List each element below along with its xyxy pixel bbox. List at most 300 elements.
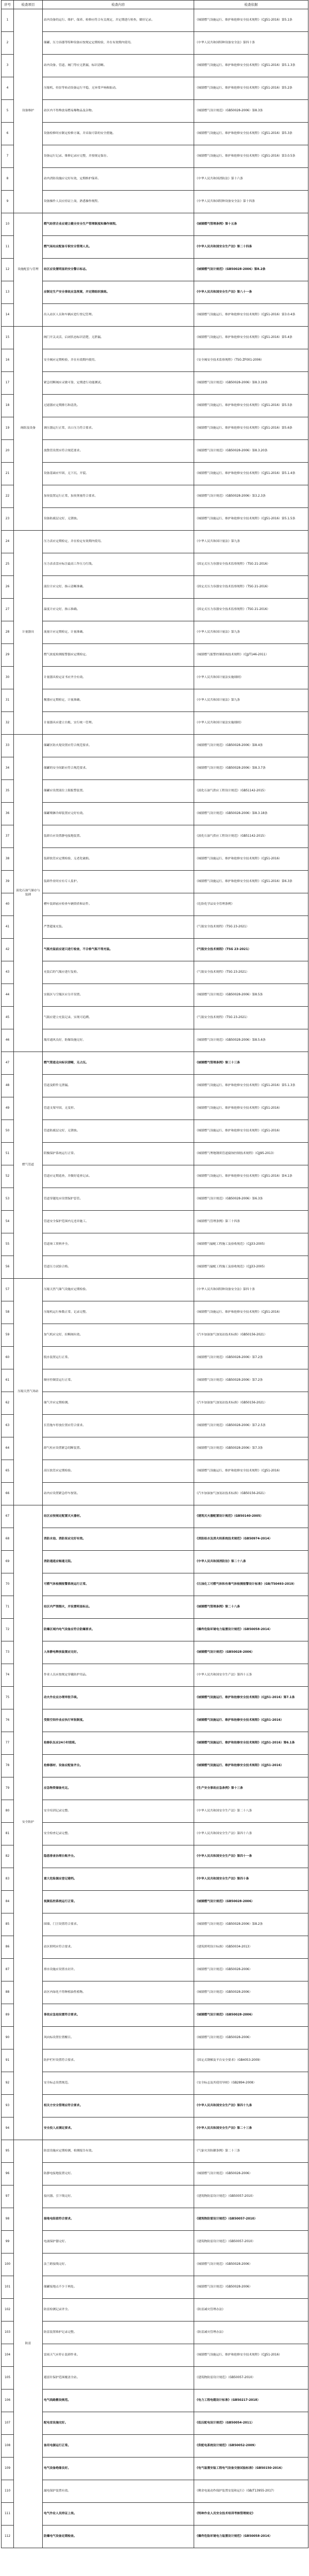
inspection-content: 设备操作人员应持证上岗，熟悉操作规程。 xyxy=(43,191,194,213)
inspection-content: 应急物资储备充足。 xyxy=(43,1777,194,1800)
inspection-basis: 《城镇燃气设计规范》（GB50028-2006）第8.2条 xyxy=(194,259,308,281)
inspection-content: 安全检查记录完整。 xyxy=(43,1823,194,1845)
row-number: 63 xyxy=(2,1415,14,1437)
inspection-basis: 《固定式钢梯及平台安全要求》（GB4053-2009） xyxy=(194,2049,308,2072)
inspection-basis: 《城镇燃气设计规范》（GB50028-2006）第8.5条 xyxy=(194,984,308,1007)
inspection-basis: 《城镇燃气管理条例》第三十三条 xyxy=(194,1052,308,1075)
row-number: 47 xyxy=(2,1052,14,1075)
row-number: 51 xyxy=(2,1143,14,1165)
inspection-content: 燃气管道走向标识清晰，无占压。 xyxy=(43,1052,194,1075)
table-row xyxy=(2,689,308,712)
inspection-basis: 《城镇燃气埋地钢质管道腐蚀控制技术规程》（CJJ95-2013） xyxy=(194,1143,308,1165)
inspection-basis: 《城镇燃气设施运行、维护和抢修安全技术规程》（CJJ51-2016） xyxy=(194,1755,308,1777)
inspection-content: 加臭装置运行正常，加臭剂量符合要求。 xyxy=(43,485,194,508)
inspection-basis: 《建筑物防雷设计规范》（GB50057-2010） xyxy=(194,2208,308,2231)
row-number: 24 xyxy=(2,531,14,553)
inspection-content: 安全标志设置规范。 xyxy=(43,2072,194,2095)
category-cell: 设施配套与管理 xyxy=(14,213,43,327)
row-number: 43 xyxy=(2,961,14,984)
inspection-basis: 《城镇燃气设施运行、维护和抢修安全技术规程》（CJJ51-2016） xyxy=(194,1709,308,1732)
table-row xyxy=(2,145,308,168)
inspection-basis: 《气瓶安全技术规程》（TSG 23-2021） xyxy=(194,1007,308,1029)
inspection-basis: 《石油化工可燃气体和有毒气体检测报警设计标准》（GB/T50493-2019） xyxy=(194,1573,308,1596)
table-row xyxy=(2,440,308,463)
inspection-content: 站区应按规定配置灭火器材。 xyxy=(43,1505,194,1528)
row-number: 16 xyxy=(2,349,14,372)
table-row xyxy=(2,1347,308,1369)
table-row xyxy=(2,2185,308,2208)
inspection-basis: 《中华人民共和国特种设备安全法》第四十条 xyxy=(194,32,308,55)
row-number: 76 xyxy=(2,1709,14,1732)
inspection-basis: 《城镇燃气设计规范》（GB50028-2006）第8.3.7条 xyxy=(194,757,308,780)
header-category: 检查项目 xyxy=(14,1,43,9)
inspection-basis: 《城镇燃气设计规范》（GB50028-2006） xyxy=(194,2163,308,2185)
row-number: 73 xyxy=(2,1641,14,1664)
table-row xyxy=(2,327,308,349)
row-number: 83 xyxy=(2,1868,14,1891)
inspection-basis: 《城镇燃气设施运行、维护和抢修安全技术规程》（CJJ51-2016）第5.1.3条 xyxy=(194,1075,308,1097)
row-number: 107 xyxy=(2,2412,14,2435)
inspection-basis: 《城镇燃气设计规范》（GB50028-2006） xyxy=(194,2027,308,2049)
row-number: 58 xyxy=(2,1301,14,1324)
table-row xyxy=(2,123,308,145)
table-row xyxy=(2,2095,308,2117)
row-number: 56 xyxy=(2,1256,14,1279)
table-row xyxy=(2,1551,308,1573)
inspection-content: 人体静电释放装置应完好。 xyxy=(43,1641,194,1664)
inspection-content: 阴极保护系统运行正常。 xyxy=(43,1143,194,1165)
row-number: 33 xyxy=(2,735,14,757)
inspection-basis: 《中华人民共和国安全生产法》第四十一条 xyxy=(194,1845,308,1868)
row-number: 87 xyxy=(2,1959,14,1981)
table-row xyxy=(2,168,308,191)
inspection-basis: 《城镇燃气管理条例》第二十八条 xyxy=(194,1596,308,1619)
row-number: 98 xyxy=(2,2208,14,2231)
inspection-basis: 《城镇燃气设计规范》（GB50028-2006）第8.3.18条 xyxy=(194,803,308,825)
inspection-content: 事故应急池设置符合要求。 xyxy=(43,2004,194,2027)
table-row xyxy=(2,621,308,644)
inspection-basis: 《汽车加油加气加氢站技术标准》（GB50156-2021） xyxy=(194,1392,308,1415)
inspection-content: 配电室设施完好。 xyxy=(43,2412,194,2435)
row-number: 81 xyxy=(2,1823,14,1845)
category-cell: 阀组及设备 xyxy=(14,327,43,531)
inspection-basis: 《爆炸危险环境电力装置设计规范》（GB50058-2014） xyxy=(194,2526,308,2548)
table-row xyxy=(2,1483,308,1505)
inspection-basis: 《城镇燃气设施运行、维护和抢修安全技术规程》（CJJ51-2016） xyxy=(194,1460,308,1483)
inspection-content: 衡器应定期检定，计量准确。 xyxy=(43,689,194,712)
table-row xyxy=(2,349,308,372)
inspection-basis: 《城镇燃气设施运行、维护和抢修安全技术规程》（CJJ51-2016） xyxy=(194,1097,308,1120)
inspection-basis: 《汽车加油加气加氢站技术标准》（GB50156-2021） xyxy=(194,1483,308,1505)
inspection-basis: 《气瓶安全技术规程》（TSG 23-2021） xyxy=(194,916,308,939)
category-cell: 计量器具 xyxy=(14,531,43,735)
inspection-content: 压缩机运行参数正常，记录完整。 xyxy=(43,1301,194,1324)
category-cell: 安全防护 xyxy=(14,1505,43,2140)
table-row xyxy=(2,2231,308,2253)
table-row xyxy=(2,1732,308,1755)
inspection-basis: 《城镇燃气输配工程施工及验收规范》（CJJ33-2005） xyxy=(194,1233,308,1256)
table-row xyxy=(2,961,308,984)
row-number: 105 xyxy=(2,2367,14,2389)
inspection-basis: 《城镇燃气设施运行、维护和抢修安全技术规程》（CJJ51-2016）第5.1.5条 xyxy=(194,508,308,531)
row-number: 60 xyxy=(2,1347,14,1369)
inspection-basis: 《城镇燃气设计规范》（GB50028-2006）第7.3条 xyxy=(194,1437,308,1460)
inspection-content: 加气机应完好，拉断阀有效。 xyxy=(43,1324,194,1347)
inspection-content: 设备运行记录、维修记录应完整，并按规定保存。 xyxy=(43,145,194,168)
table-row xyxy=(2,2321,308,2344)
inspection-content: 电气线路敷设规范。 xyxy=(43,2389,194,2412)
inspection-content: 压缩机、烃泵等转动设备运行平稳，无异常声响和振动。 xyxy=(43,77,194,100)
inspection-content: 围墙、门卫设置符合要求。 xyxy=(43,1913,194,1936)
table-row xyxy=(2,1755,308,1777)
row-number: 92 xyxy=(2,2072,14,2095)
row-number: 96 xyxy=(2,2163,14,2185)
inspection-basis: 《城镇燃气设计规范》（GB50028-2006） xyxy=(194,1891,308,1913)
inspection-basis: 《汽车加油加气加氢站技术标准》（GB50156-2021） xyxy=(194,1324,308,1347)
inspection-basis: 《中华人民共和国安全生产法》第四十九条 xyxy=(194,2095,308,2117)
table-row xyxy=(2,77,308,100)
table-row xyxy=(2,1959,308,1981)
row-number: 72 xyxy=(2,1619,14,1641)
inspection-content: 阀门开关灵活，启闭状态标识清楚，无泄漏。 xyxy=(43,327,194,349)
inspection-content: 漏电保护装置有效。 xyxy=(43,2480,194,2503)
table-row xyxy=(2,1075,308,1097)
inspection-content: 视频监控系统运行正常。 xyxy=(43,1891,194,1913)
inspection-content: 法兰跨接线完好。 xyxy=(43,2253,194,2276)
row-number: 25 xyxy=(2,553,14,576)
row-number: 18 xyxy=(2,395,14,417)
inspection-basis: 《剩余电流动作保护装置安装和运行》（GB/T13955-2017） xyxy=(194,2480,308,2503)
inspection-content: 安全培训记录完整。 xyxy=(43,1800,194,1823)
row-number: 64 xyxy=(2,1437,14,1460)
table-row xyxy=(2,2253,308,2276)
inspection-content: 装卸软管应定期检验，无老化破损。 xyxy=(43,848,194,871)
inspection-basis: 《固定式压力容器安全技术监察规程》（TSG 21-2016） xyxy=(194,599,308,621)
inspection-basis: 《建筑物防雷设计规范》（GB50057-2010） xyxy=(194,2367,308,2389)
inspection-content: 燃气场站应配备专职安全管理人员。 xyxy=(43,236,194,259)
inspection-basis: 《城镇燃气设计规范》（GB50028-2006） xyxy=(194,2253,308,2276)
table-row xyxy=(2,32,308,55)
inspection-basis: 《气瓶安全技术规程》（TSG 23-2021） xyxy=(194,939,308,961)
inspection-basis: 《防雷减灾管理办法》 xyxy=(194,2299,308,2321)
inspection-basis: 《低压配电设计规范》（GB50054-2011） xyxy=(194,2412,308,2435)
row-number: 75 xyxy=(2,1687,14,1709)
row-number: 4 xyxy=(2,77,14,100)
inspection-basis: 《城镇燃气设计规范》（GB50028-2006）第8.3.20条 xyxy=(194,440,308,463)
table-row xyxy=(2,2367,308,2389)
row-number: 54 xyxy=(2,1211,14,1233)
inspection-basis: 《建筑物防雷设计规范》（GB50057-2010） xyxy=(194,2185,308,2208)
table-row xyxy=(2,1936,308,1959)
table-row xyxy=(2,1007,308,1029)
inspection-basis: 《生产安全事故应急条例》第十三条 xyxy=(194,1777,308,1800)
inspection-content: 紧急切断阀应灵敏可靠，定期进行功能测试。 xyxy=(43,372,194,395)
table-row xyxy=(2,2458,308,2480)
category-cell: 设备维护 xyxy=(14,9,43,213)
row-number: 35 xyxy=(2,780,14,803)
table-row xyxy=(2,2140,308,2163)
inspection-content: 管道应定期巡查，并做好巡查记录。 xyxy=(43,1165,194,1188)
inspection-basis: 《中华人民共和国安全生产法》第四十五条 xyxy=(194,1664,308,1687)
inspection-content: 燃气浓度检测报警器应定期检定。 xyxy=(43,644,194,667)
row-number: 57 xyxy=(2,1279,14,1301)
inspection-basis: 《中华人民共和国消防法》第十六条 xyxy=(194,168,308,191)
table-row xyxy=(2,1233,308,1256)
inspection-content: 避雷针保护范围覆盖全站。 xyxy=(43,2367,194,2389)
inspection-content: 站区应设置明显的安全警示标志。 xyxy=(43,259,194,281)
inspection-content: 长管拖车停放位置应符合要求。 xyxy=(43,1415,194,1437)
inspection-basis: 《城镇燃气设计规范》（GB50028-2006）第7.2条 xyxy=(194,1347,308,1369)
row-number: 66 xyxy=(2,1483,14,1505)
row-number: 3 xyxy=(2,55,14,77)
inspection-basis: 《城镇燃气设施运行、维护和抢修安全技术规程》（CJJ51-2016） xyxy=(194,848,308,871)
row-number: 104 xyxy=(2,2344,14,2367)
table-row xyxy=(2,1324,308,1347)
table-row xyxy=(2,1800,308,1823)
inspection-content: 站内应设置紧急停车按钮。 xyxy=(43,1483,194,1505)
inspection-content: 流量计应定期检定，计量准确。 xyxy=(43,621,194,644)
row-number: 28 xyxy=(2,621,14,644)
row-number: 48 xyxy=(2,1075,14,1097)
inspection-content: 站区内不得堆放易燃易爆物品及杂物。 xyxy=(43,100,194,123)
table-row xyxy=(2,2072,308,2095)
row-number: 106 xyxy=(2,2389,14,2412)
row-number: 91 xyxy=(2,2049,14,2072)
inspection-content: 压力表表盘应标注最高工作压力红线。 xyxy=(43,553,194,576)
inspection-basis: 《城镇燃气设计规范》（GB50028-2006）第8.5.6条 xyxy=(194,1029,308,1052)
table-row xyxy=(2,780,308,803)
table-row xyxy=(2,1528,308,1551)
row-number: 71 xyxy=(2,1596,14,1619)
inspection-basis: 《中华人民共和国计量法》第九条 xyxy=(194,531,308,553)
row-number: 74 xyxy=(2,1664,14,1687)
table-row xyxy=(2,667,308,689)
inspection-content: 管道安全保护范围内无违章施工。 xyxy=(43,1211,194,1233)
inspection-basis: 《城镇燃气设施运行、维护和抢修安全技术规程》（CJJ51-2016） xyxy=(194,1301,308,1324)
inspection-content: 储罐接地点不少于两处。 xyxy=(43,2276,194,2299)
inspection-content: 可燃气体检测报警系统运行正常。 xyxy=(43,1573,194,1596)
row-number: 70 xyxy=(2,1573,14,1596)
row-number: 102 xyxy=(2,2299,14,2321)
inspection-content: 燃气经营企业应建立健全安全生产管理制度和操作规程。 xyxy=(43,213,194,236)
table-row xyxy=(2,1823,308,1845)
table-row xyxy=(2,2208,308,2231)
inspection-content: 站区内严禁烟火，并设置明显标志。 xyxy=(43,1596,194,1619)
inspection-basis: 《中华人民共和国消防法》第二十八条 xyxy=(194,1551,308,1573)
inspection-content: 储罐喷淋冷却装置应完好有效。 xyxy=(43,803,194,825)
inspection-basis: 《中华人民共和国安全生产法》第二十八条 xyxy=(194,1800,308,1823)
inspection-content: 防雷装置维护记录完整。 xyxy=(43,2321,194,2344)
inspection-content: 消防通道应畅通无阻。 xyxy=(43,1551,194,1573)
inspection-basis: 《电气装置安装工程电气设备交接试验标准》（GB50150-2016） xyxy=(194,2458,308,2480)
inspection-basis: 《固定式压力容器安全技术监察规程》（TSG 21-2016） xyxy=(194,576,308,599)
inspection-basis: 《城镇燃气设计规范》（GB50028-2006）第7.2条 xyxy=(194,1369,308,1392)
table-row xyxy=(2,2299,308,2321)
table-row xyxy=(2,1981,308,2004)
table-row xyxy=(2,1029,308,1052)
table-row xyxy=(2,2049,308,2072)
inspection-content: 储罐的安全间距应符合规范要求。 xyxy=(43,757,194,780)
table-row xyxy=(2,1596,308,1619)
inspection-basis: 《城镇燃气设施运行、维护和抢修安全技术规程》（CJJ51-2016）第5.4条 xyxy=(194,327,308,349)
inspection-content: 卸气柱应设置紧急切断装置。 xyxy=(43,1437,194,1460)
table-row xyxy=(2,576,308,599)
row-number: 99 xyxy=(2,2231,14,2253)
inspection-content: 装卸台应设置静电接地装置。 xyxy=(43,825,194,848)
inspection-content: 压缩天然气储气设施应定期检验。 xyxy=(43,1279,194,1301)
table-row xyxy=(2,1460,308,1483)
inspection-content: 站区照明应符合要求。 xyxy=(43,1936,194,1959)
row-number: 112 xyxy=(2,2526,14,2548)
row-number: 11 xyxy=(2,236,14,259)
inspection-content: 风向标设置位置醒目。 xyxy=(43,2027,194,2049)
category-cell: 液化石油气储存与装卸 xyxy=(14,735,43,1052)
row-number: 53 xyxy=(2,1188,14,1211)
table-row xyxy=(2,2344,308,2367)
table-row xyxy=(2,712,308,735)
inspection-basis: 《城镇燃气设施运行、维护和抢修安全技术规程》（CJJ51-2016）第5.5条 xyxy=(194,395,308,417)
inspection-content: 电涌保护器完好。 xyxy=(43,2231,194,2253)
table-row xyxy=(2,871,308,893)
inspection-content: 气瓶充装前应逐只进行检查，不合格气瓶不得充装。 xyxy=(43,939,194,961)
inspection-content: 管道穿越处应设置保护套管。 xyxy=(43,1188,194,1211)
table-row xyxy=(2,1143,308,1165)
row-number: 10 xyxy=(2,213,14,236)
row-number: 109 xyxy=(2,2458,14,2480)
table-row xyxy=(2,9,308,32)
table-row xyxy=(2,259,308,281)
table-row xyxy=(2,599,308,621)
row-number: 12 xyxy=(2,259,14,281)
row-number: 14 xyxy=(2,304,14,327)
table-row xyxy=(2,508,308,531)
row-number: 100 xyxy=(2,2253,14,2276)
table-row xyxy=(2,2004,308,2027)
row-number: 9 xyxy=(2,191,14,213)
row-number: 46 xyxy=(2,1029,14,1052)
inspection-basis: 《城镇燃气设施运行、维护和抢修安全技术规程》（CJJ51-2016）第6.1条 xyxy=(194,1732,308,1755)
row-number: 27 xyxy=(2,599,14,621)
inspection-basis: 《城镇燃气设施运行、维护和抢修安全技术规程》（CJJ51-2016）第7.1条 xyxy=(194,1687,308,1709)
inspection-basis: 《爆炸危险环境电力装置设计规范》（GB50058-2014） xyxy=(194,1619,308,1641)
table-row xyxy=(2,553,308,576)
row-number: 19 xyxy=(2,417,14,440)
row-number: 101 xyxy=(2,2276,14,2299)
row-number: 32 xyxy=(2,712,14,735)
inspection-basis: 《中华人民共和国安全生产法》第二十三条 xyxy=(194,2117,308,2140)
row-number: 89 xyxy=(2,2004,14,2027)
table-row xyxy=(2,281,308,304)
inspection-basis: 《城镇燃气设施运行、维护和抢修安全技术规程》（CJJ51-2016）第5.3条 xyxy=(194,123,308,145)
inspection-basis: 《城镇燃气设计规范》（GB50028-2006） xyxy=(194,1981,308,2004)
inspection-content: 相关方安全管理应符合要求。 xyxy=(43,2095,194,2117)
inspection-basis: 《城镇燃气设施运行、维护和抢修安全技术规程》（CJJ51-2016）第5.6条 xyxy=(194,417,308,440)
table-row xyxy=(2,1369,308,1392)
inspection-basis: 《城镇燃气设施运行、维护和抢修安全技术规程》（CJJ51-2016） xyxy=(194,2344,308,2367)
table-row xyxy=(2,1891,308,1913)
row-number: 61 xyxy=(2,1369,14,1392)
row-number: 34 xyxy=(2,757,14,780)
inspection-basis: 《城镇燃气设施运行、维护和抢修安全技术规程》（CJJ51-2016）第6.3条 xyxy=(194,871,308,893)
inspection-basis: 《中华人民共和国特种设备安全法》第十四条 xyxy=(194,191,308,213)
row-number: 42 xyxy=(2,939,14,961)
inspection-basis: 《气瓶安全技术规程》（TSG 23-2021） xyxy=(194,961,308,984)
table-row xyxy=(2,2435,308,2458)
table-row xyxy=(2,1165,308,1188)
inspection-content: 备用电源运行正常。 xyxy=(43,2435,194,2458)
inspection-content: 管道压力试验合格。 xyxy=(43,1256,194,1279)
inspection-basis: 《城镇燃气设施运行、维护和抢修安全技术规程》（CJJ51-2016）第5.2条 xyxy=(194,77,308,100)
table-row xyxy=(2,1097,308,1120)
inspection-basis: 《供配电系统设计规范》（GB50052-2009） xyxy=(194,2435,308,2458)
row-number: 2 xyxy=(2,32,14,55)
inspection-basis: 《城镇燃气设施运行、维护和抢修安全技术规程》（CJJ51-2016）第3.0.5条 xyxy=(194,145,308,168)
table-row xyxy=(2,2503,308,2526)
table-row xyxy=(2,916,308,939)
table-row xyxy=(2,304,308,327)
table-row xyxy=(2,1052,308,1075)
table-row xyxy=(2,1437,308,1460)
table-row xyxy=(2,236,308,259)
row-number: 69 xyxy=(2,1551,14,1573)
inspection-content: 液位计应完好，指示清晰准确。 xyxy=(43,576,194,599)
inspection-basis: 《中华人民共和国计量法》第九条 xyxy=(194,621,308,644)
inspection-basis: 《城镇燃气设计规范》（GB50028-2006）第3.2.3条 xyxy=(194,485,308,508)
inspection-basis: 《中华人民共和国计量法》第九条 xyxy=(194,689,308,712)
inspection-content: 储罐区防火堤设置应符合规范要求。 xyxy=(43,735,194,757)
inspection-content: 电气设备绝缘良好。 xyxy=(43,2458,194,2480)
table-row xyxy=(2,1868,308,1891)
inspection-content: 储罐应设置液位上限报警装置。 xyxy=(43,780,194,803)
inspection-content: 管道支架牢固，无变形。 xyxy=(43,1097,194,1120)
inspection-content: 防爆区域内电气设备应符合防爆要求。 xyxy=(43,1619,194,1641)
row-number: 6 xyxy=(2,123,14,145)
table-row xyxy=(2,757,308,780)
table-row xyxy=(2,213,308,236)
inspection-basis: 《城镇燃气设施运行、维护和抢修安全技术规程》（CJJ51-2016）第4.1条 xyxy=(194,1165,308,1188)
table-row xyxy=(2,2163,308,2185)
inspection-basis: 《气象灾害防御条例》第二十三条 xyxy=(194,2140,308,2163)
inspection-basis: 《建筑灭火器配置设计规范》（GB50140-2005） xyxy=(194,1505,308,1528)
row-number: 94 xyxy=(2,2117,14,2140)
row-number: 31 xyxy=(2,689,14,712)
header-no: 序号 xyxy=(2,1,14,9)
row-number: 88 xyxy=(2,1981,14,2004)
row-number: 85 xyxy=(2,1913,14,1936)
inspection-content: 设备检修时应制定检修方案，并采取可靠的安全措施。 xyxy=(43,123,194,145)
row-number: 86 xyxy=(2,1936,14,1959)
inspection-content: 防爆电气设备定期检查。 xyxy=(43,2526,194,2548)
inspection-content: 储气井应定期检测。 xyxy=(43,1392,194,1415)
inspection-basis: 《城镇燃气设计规范》（GB50028-2006）第8.2条 xyxy=(194,1913,308,1936)
table-row xyxy=(2,825,308,848)
table-row xyxy=(2,893,308,916)
row-number: 84 xyxy=(2,1891,14,1913)
table-row xyxy=(2,2389,308,2412)
table-row xyxy=(2,1845,308,1868)
inspection-basis: 《中华人民共和国计量法实施细则》 xyxy=(194,712,308,735)
row-number: 30 xyxy=(2,667,14,689)
inspection-content: 设备防腐层完好，无锈蚀。 xyxy=(43,508,194,531)
table-row xyxy=(2,531,308,553)
table-row xyxy=(2,191,308,213)
row-number: 8 xyxy=(2,168,14,191)
table-header-row xyxy=(2,1,308,9)
header-content: 检查内容 xyxy=(43,1,194,9)
row-number: 78 xyxy=(2,1755,14,1777)
inspection-content: 出入站区人员和车辆应进行登记管理。 xyxy=(43,304,194,327)
table-row xyxy=(2,1709,308,1732)
